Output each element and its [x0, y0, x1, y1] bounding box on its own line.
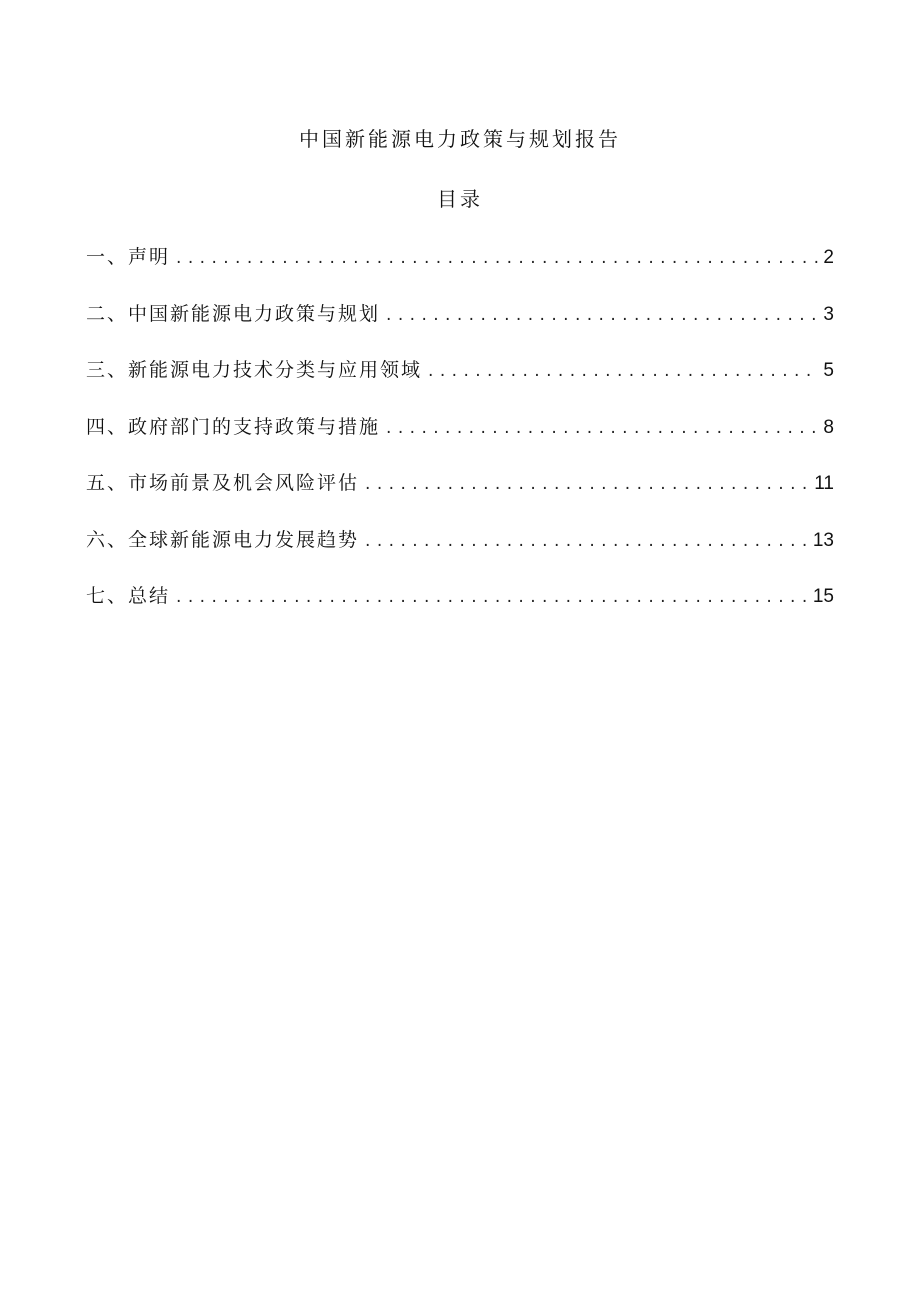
- toc-item-summary[interactable]: [86, 579, 834, 636]
- toc-item-page: 3: [823, 303, 834, 325]
- toc-leader-dots: [176, 580, 809, 614]
- toc-item-label: 四、政府部门的支持政策与措施: [86, 415, 381, 438]
- toc-item-policy-planning[interactable]: [86, 297, 834, 354]
- toc-item-page: 5: [823, 360, 834, 381]
- toc-leader-dots: [386, 411, 819, 445]
- toc-item-label: 五、市场前景及机会风险评估: [86, 472, 360, 494]
- toc-item-global-trends[interactable]: [86, 523, 834, 580]
- toc-leader-dots: [428, 354, 819, 388]
- toc-leader-dots: [176, 241, 819, 275]
- toc-item-market-outlook[interactable]: [86, 466, 834, 523]
- toc-item-label: 七、总结: [86, 585, 171, 607]
- toc-item-page: 8: [823, 416, 834, 438]
- toc-item-page: 2: [823, 247, 834, 268]
- toc-leader-dots: [386, 298, 819, 332]
- toc-item-declaration[interactable]: [86, 240, 834, 297]
- toc-item-label: 三、新能源电力技术分类与应用领域: [86, 359, 423, 381]
- toc-item-label: 二、中国新能源电力政策与规划: [86, 302, 381, 325]
- toc-leader-dots: [365, 524, 809, 558]
- toc-item-page: 13: [812, 529, 834, 551]
- toc-item-label: 六、全球新能源电力发展趋势: [86, 528, 360, 551]
- toc-item-page: 11: [814, 473, 834, 494]
- toc-item-technology-classification[interactable]: [86, 353, 834, 410]
- document-title: 中国新能源电力政策与规划报告: [299, 127, 621, 151]
- table-of-contents: [86, 240, 834, 636]
- toc-item-page: 15: [812, 586, 834, 607]
- toc-leader-dots: [365, 467, 810, 501]
- toc-heading: 目录: [437, 187, 483, 211]
- toc-item-label: 一、声明: [86, 246, 171, 268]
- toc-item-government-support[interactable]: [86, 410, 834, 467]
